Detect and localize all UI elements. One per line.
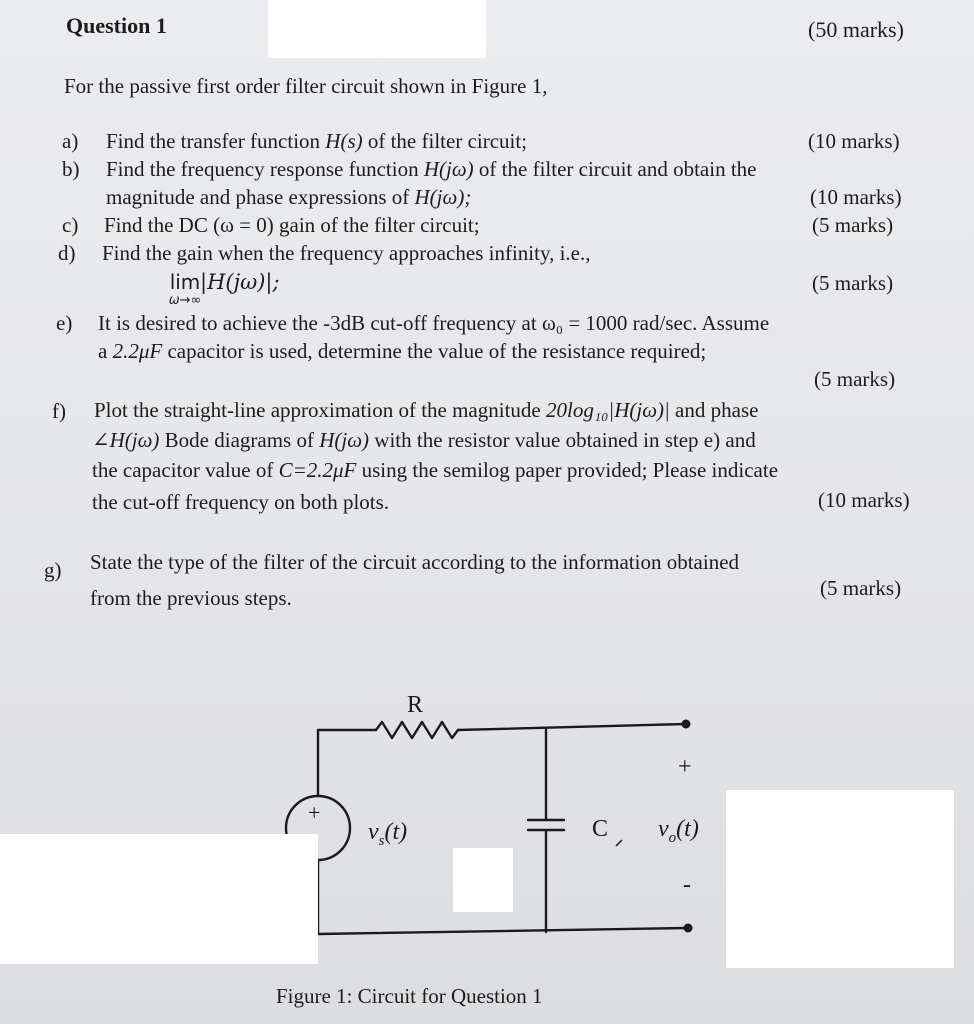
part-f-text-line1: Plot the straight-line approximation of the magnitude 20log₁₀|H(jω)| and phase	[94, 398, 759, 422]
part-b-marks: (10 marks)	[810, 185, 902, 209]
part-f-marks: (10 marks)	[818, 488, 910, 512]
part-g-marks: (5 marks)	[820, 576, 902, 600]
part-a-letter: a)	[62, 129, 79, 153]
part-f-letter: f)	[52, 399, 66, 423]
question-title: Question 1	[66, 13, 167, 38]
part-g-text-line1: State the type of the filter of the circuit according to the information obtained	[90, 550, 740, 574]
part-b-letter: b)	[62, 157, 80, 181]
output-terminal-top	[682, 720, 691, 729]
part-e-marks: (5 marks)	[814, 367, 896, 391]
part-b-text-line2: magnitude and phase expressions of H(jω);	[106, 185, 472, 209]
output-voltage-label: $v_o(t)$	[658, 816, 699, 846]
capacitor-label-tick	[616, 840, 622, 846]
capacitor-label: C	[592, 816, 609, 842]
part-d-text: Find the gain when the frequency approaches infinity, i.e.,	[102, 241, 591, 265]
part-f-text-line4: the cut-off frequency on both plots.	[92, 490, 390, 514]
limit-word: lim	[169, 270, 201, 294]
output-plus-sign: +	[678, 754, 692, 780]
intro-text: For the passive first order filter circuit shown in Figure 1,	[64, 74, 548, 98]
limit-argument: |H(jω)|;	[200, 270, 280, 294]
part-d-letter: d)	[58, 241, 76, 265]
left-wire-top	[318, 730, 376, 796]
part-e-letter: e)	[56, 311, 73, 335]
top-wire	[458, 724, 686, 730]
redaction-box-left	[0, 834, 318, 964]
part-f-text-line3: the capacitor value of C=2.2μF using the semilog paper provided; Please indicate	[92, 458, 779, 482]
part-a-text: Find the transfer function H(s) of the filter circuit;	[106, 129, 528, 153]
part-a-marks: (10 marks)	[808, 129, 900, 153]
limit-subscript: ω→∞	[168, 293, 202, 308]
part-c-marks: (5 marks)	[812, 213, 894, 237]
part-b-text-line1: Find the frequency response function H(jω) of the filter circuit and obtain the	[106, 157, 757, 181]
part-f-text-line2: ∠H(jω) Bode diagrams of H(jω) with the resistor value obtained in step e) and	[92, 428, 756, 452]
part-c-letter: c)	[62, 213, 79, 237]
output-minus-sign: -	[683, 872, 691, 898]
part-e-text-line2: a 2.2μF capacitor is used, determine the value of the resistance required;	[98, 339, 707, 363]
part-g-text-line2: from the previous steps.	[90, 586, 292, 610]
resistor-symbol	[376, 722, 458, 738]
figure-caption: Figure 1: Circuit for Question 1	[276, 984, 543, 1008]
part-e-text-line1: It is desired to achieve the -3dB cut-off frequency at ω₀ = 1000 rad/sec. Assume	[98, 311, 770, 335]
output-terminal-bottom	[684, 924, 693, 933]
source-plus-sign: +	[308, 800, 321, 825]
part-c-text: Find the DC (ω = 0) gain of the filter circuit;	[104, 213, 480, 237]
redaction-box-middle	[453, 848, 513, 912]
resistor-label: R	[407, 692, 424, 718]
source-voltage-label: $v_s(t)$	[368, 819, 408, 849]
part-g-letter: g)	[44, 558, 62, 582]
total-marks: (50 marks)	[808, 17, 904, 42]
redaction-box-right	[726, 790, 954, 968]
part-d-marks: (5 marks)	[812, 271, 894, 295]
